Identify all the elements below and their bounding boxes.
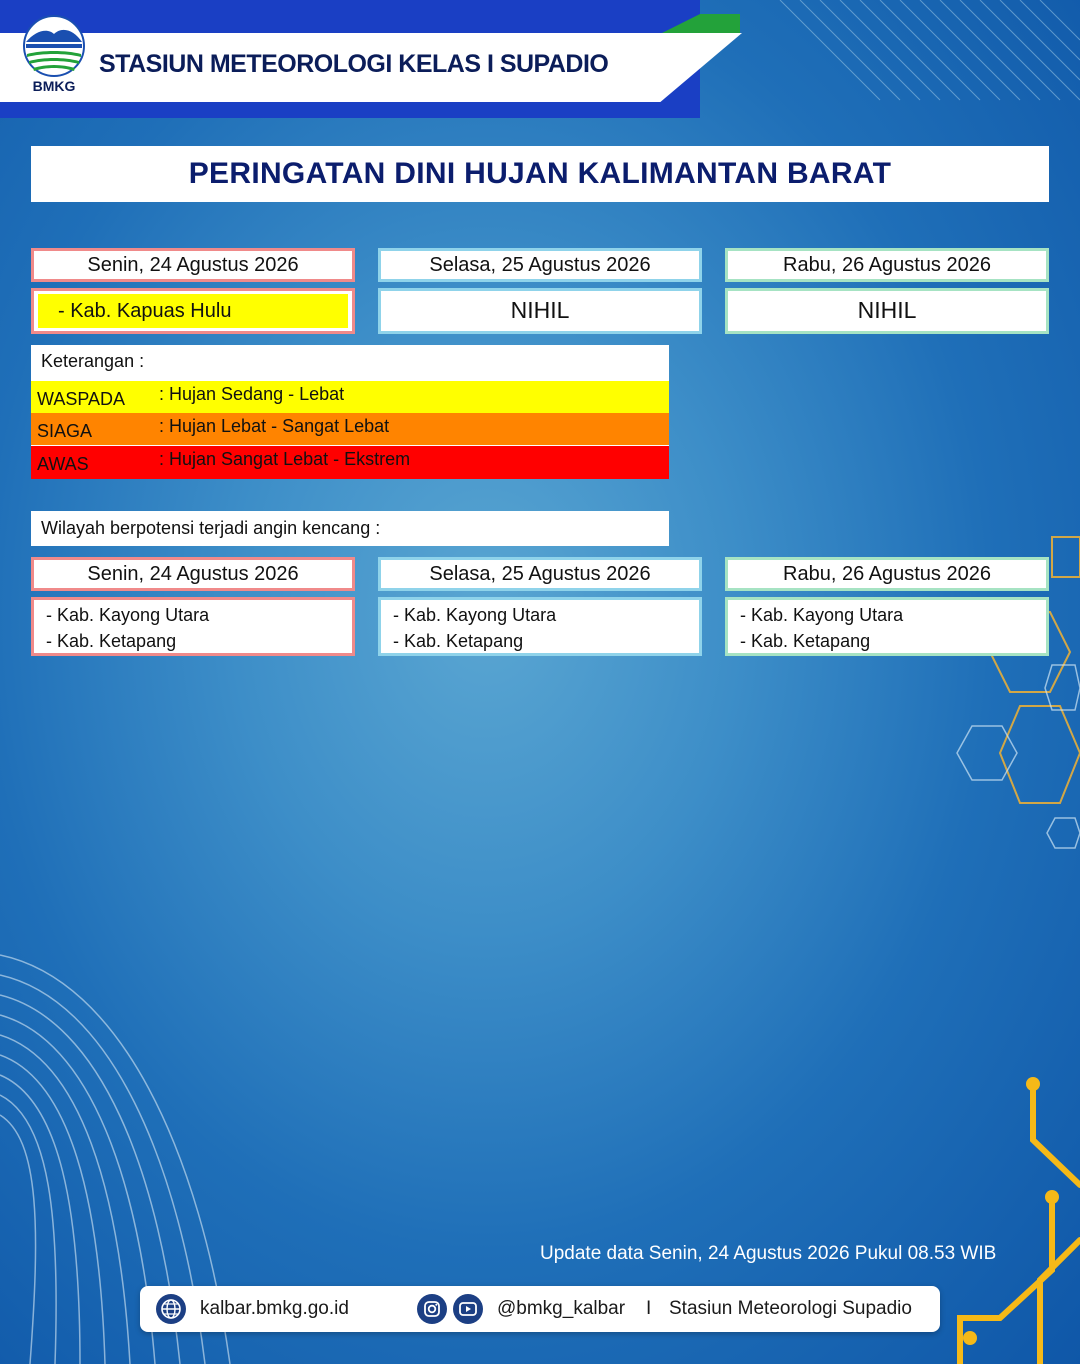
- list-item: - Kab. Ketapang: [393, 631, 524, 651]
- wind-date-2: Selasa, 25 Agustus 2026: [378, 557, 702, 591]
- legend-desc: : Hujan Sedang - Lebat: [159, 384, 345, 404]
- station-name: STASIUN METEOROLOGI KELAS I SUPADIO: [99, 50, 609, 78]
- rain-date-2: Selasa, 25 Agustus 2026: [378, 248, 702, 282]
- bmkg-logo: [22, 14, 86, 98]
- wind-date-3: Rabu, 26 Agustus 2026: [725, 557, 1049, 591]
- list-item: - Kab. Ketapang: [46, 631, 177, 651]
- list-item: - Kab. Kayong Utara: [740, 605, 904, 625]
- wind-date-1: Senin, 24 Agustus 2026: [31, 557, 355, 591]
- footer-bar: [140, 1286, 940, 1332]
- legend-row-awas: [31, 446, 669, 479]
- social-handle[interactable]: @bmkg_kalbar: [497, 1298, 626, 1319]
- legend-name: WASPADA: [37, 389, 126, 409]
- youtube-icon[interactable]: [453, 1294, 483, 1324]
- rain-date-1: Senin, 24 Agustus 2026: [31, 248, 355, 282]
- wind-label-box: [31, 511, 669, 546]
- list-item: - Kab. Kayong Utara: [46, 605, 210, 625]
- title-box: [31, 146, 1049, 202]
- rain-content-2: NIHIL: [378, 288, 702, 334]
- legend-name: AWAS: [37, 454, 89, 474]
- legend-desc: : Hujan Lebat - Sangat Lebat: [159, 416, 390, 436]
- footer-station: Stasiun Meteorologi Supadio: [669, 1298, 912, 1319]
- wind-areas-3: [725, 597, 1049, 656]
- instagram-icon[interactable]: [417, 1294, 447, 1324]
- legend-row-siaga: [31, 413, 669, 445]
- footer-separator: I: [646, 1298, 652, 1319]
- wind-areas-1: [31, 597, 355, 656]
- wind-areas-2: [378, 597, 702, 656]
- update-timestamp: Update data Senin, 24 Agustus 2026 Pukul 08.53 WIB: [540, 1243, 997, 1264]
- list-item: - Kab. Kayong Utara: [393, 605, 557, 625]
- rain-area-waspada: - Kab. Kapuas Hulu: [38, 294, 348, 328]
- rain-content-1: [31, 288, 355, 334]
- page-title: PERINGATAN DINI HUJAN KALIMANTAN BARAT: [188, 157, 892, 190]
- legend-name: SIAGA: [37, 421, 93, 441]
- website-link[interactable]: kalbar.bmkg.go.id: [200, 1298, 349, 1319]
- legend-box: [31, 345, 669, 479]
- logo-text: BMKG: [32, 78, 76, 94]
- rain-date-3: Rabu, 26 Agustus 2026: [725, 248, 1049, 282]
- wind-label: Wilayah berpotensi terjadi angin kencang :: [41, 518, 381, 538]
- list-item: - Kab. Ketapang: [740, 631, 871, 651]
- rain-content-3: NIHIL: [725, 288, 1049, 334]
- legend-desc: : Hujan Sangat Lebat - Ekstrem: [159, 449, 411, 469]
- legend-title: Keterangan :: [41, 351, 145, 371]
- globe-icon[interactable]: [156, 1294, 186, 1324]
- legend-row-waspada: [31, 381, 669, 413]
